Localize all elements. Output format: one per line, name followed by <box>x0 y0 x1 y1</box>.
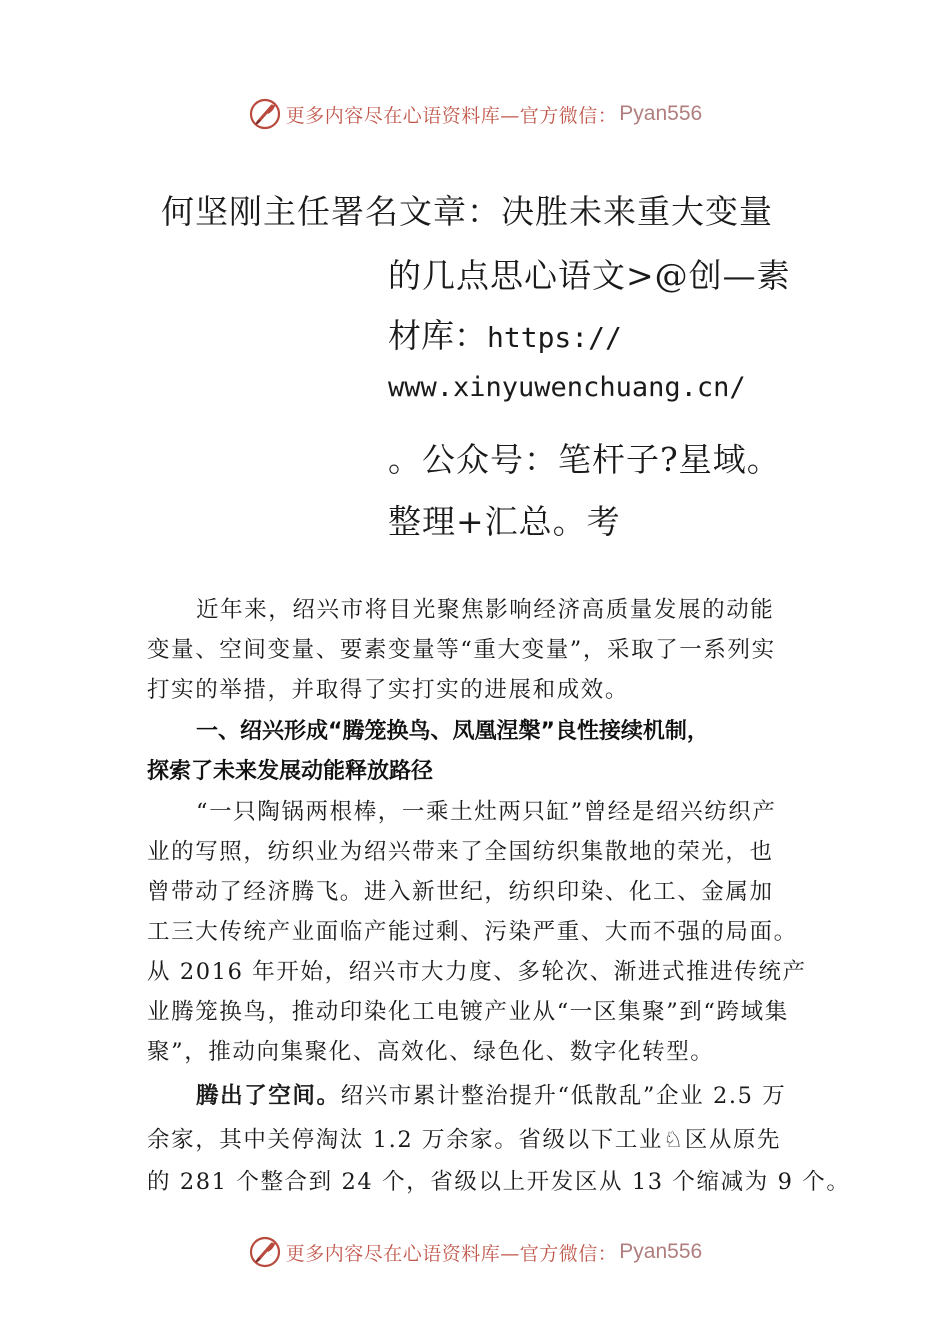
header-banner <box>0 94 950 134</box>
title-line-3-prefix: 材库： <box>388 316 487 355</box>
para1-line-2: 变量、空间变量、要素变量等“重大变量”，采取了一系列实 <box>147 637 776 663</box>
banner-text: 更多内容尽在心语资料库—官方微信： <box>285 1242 618 1265</box>
title-line-1: 何坚刚主任署名文章：决胜未来重大变量 <box>161 192 773 231</box>
title-line-2: 的几点思心语文>@创—素 <box>388 256 791 295</box>
para2-line-2: 业的写照，纺织业为绍兴带来了全国纺织集散地的荣光，也 <box>147 839 774 865</box>
para3-line-1-rest: 绍兴市累计整治提升“低散乱”企业 2.5 万 <box>340 1083 787 1109</box>
quill-logo-icon <box>248 1235 282 1269</box>
title-line-6: 整理+汇总。考 <box>388 502 621 541</box>
para3-lead: 腾出了空间。 <box>196 1083 341 1109</box>
para3-line-2: 余家，其中关停淘汰 1.2 万余家。省级以下工业♘区从原先 <box>147 1127 782 1153</box>
section-heading-line-1: 一、绍兴形成“腾笼换鸟、凤凰涅槃”良性接续机制， <box>196 719 709 744</box>
para3-line-3: 的 281 个整合到 24 个，省级以上开发区从 13 个缩减为 9 个。 <box>147 1169 851 1195</box>
quill-logo-icon <box>248 97 282 131</box>
section-heading-line-2: 探索了未来发展动能释放路径 <box>147 759 434 784</box>
para2-line-6: 业腾笼换鸟，推动印染化工电镀产业从“一区集聚”到“跨域集 <box>147 999 789 1025</box>
title-line-4-url: www.xinyuwenchuang.cn/ <box>388 372 746 403</box>
banner-wechat-id: Pyan556 <box>619 102 703 125</box>
para2-line-4: 工三大传统产业面临产能过剩、污染严重、大而不强的局面。 <box>147 919 798 945</box>
para1-line-1: 近年来，绍兴市将目光聚焦影响经济高质量发展的动能 <box>196 597 775 623</box>
title-line-5: 。公众号：笔杆子?星域。 <box>388 440 781 479</box>
title-line-3 <box>388 310 622 357</box>
para2-line-3: 曾带动了经济腾飞。进入新世纪，纺织印染、化工、金属加 <box>147 879 774 905</box>
para2-line-7: 聚”，推动向集聚化、高效化、绿色化、数字化转型。 <box>147 1039 715 1065</box>
para1-line-3: 打实的举措，并取得了实打实的进展和成效。 <box>147 677 630 703</box>
para3-line-1 <box>196 1078 786 1110</box>
banner-text: 更多内容尽在心语资料库—官方微信： <box>285 104 618 127</box>
para2-line-5: 从 2016 年开始，绍兴市大力度、多轮次、渐进式推进传统产 <box>147 959 807 985</box>
footer-banner <box>0 1232 950 1272</box>
title-url-part: https:// <box>487 321 622 354</box>
banner-wechat-id: Pyan556 <box>619 1240 703 1263</box>
para2-line-1: “一只陶锅两根棒，一乘土灶两只缸”曾经是绍兴纺织产 <box>196 799 777 825</box>
